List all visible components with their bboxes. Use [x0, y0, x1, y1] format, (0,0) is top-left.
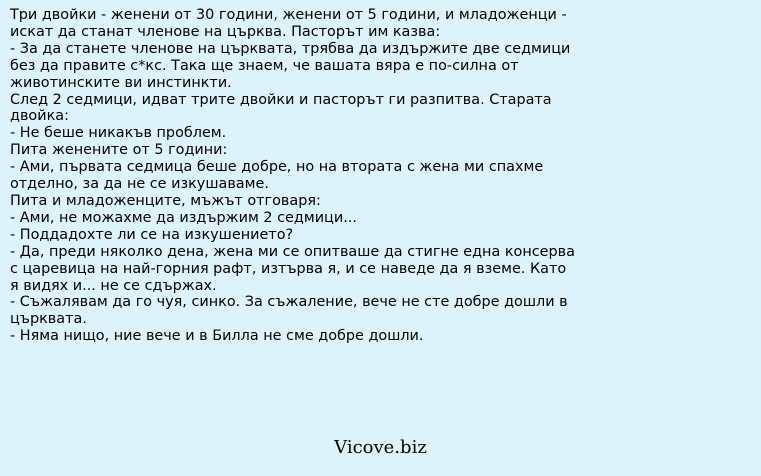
joke-line: - За да станете членове на църквата, трябва да издържите две седмици — [10, 40, 571, 57]
joke-line: църквата. — [10, 311, 87, 328]
joke-line: Пита и младоженците, мъжът отговаря: — [10, 192, 321, 209]
joke-line: искат да станат членове на църква. Пасторът им казва: — [10, 23, 441, 40]
joke-line: без да правите с*кс. Така ще знаем, че вашата вяра е по-силна от — [10, 57, 519, 74]
joke-line: я видях и... не се сдържах. — [10, 277, 217, 294]
site-watermark: Vicove.biz — [334, 437, 427, 458]
joke-line: - Поддадохте ли се на изкушението? — [10, 226, 294, 243]
joke-line: отделно, за да не се изкушаваме. — [10, 176, 269, 193]
joke-line: животинските ви инстинкти. — [10, 74, 232, 91]
joke-line: - Ами, първата седмица беше добре, но на втората с жена ми спахме — [10, 159, 544, 176]
joke-line: Три двойки - женени от 30 години, женени от 5 години, и младоженци - — [10, 7, 567, 23]
joke-text — [10, 7, 750, 345]
joke-line: - Ами, не можахме да издържим 2 седмици... — [10, 209, 357, 226]
joke-line: двойка: — [10, 108, 69, 125]
joke-line: Пита женените от 5 години: — [10, 142, 228, 159]
joke-line: - Няма нищо, ние вече и в Билла не сме добре дошли. — [10, 328, 424, 345]
joke-line: След 2 седмици, идват трите двойки и пасторът ги разпитва. Старата — [10, 91, 552, 108]
joke-line: - Да, преди няколко дена, жена ми се опитваше да стигне една консерва — [10, 243, 575, 260]
joke-line: - Съжалявам да го чуя, синко. За съжаление, вече не сте добре дошли в — [10, 294, 568, 311]
joke-line: - Не беше никакъв проблем. — [10, 125, 227, 142]
joke-line: с царевица на най-горния рафт, изтърва я, и се наведе да я вземе. Като — [10, 260, 567, 277]
